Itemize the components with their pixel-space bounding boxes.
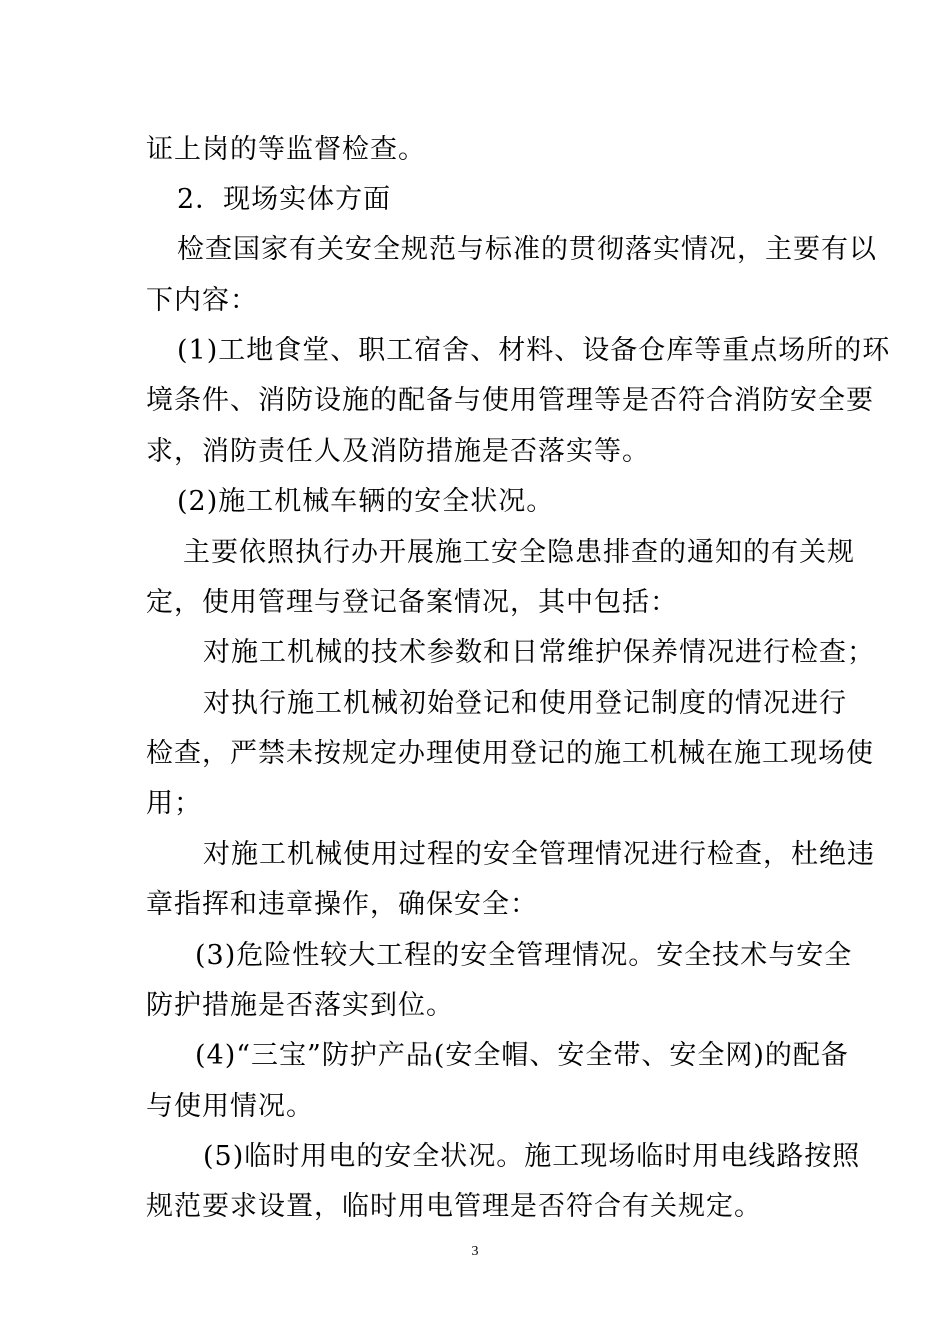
text-line: 对执行施工机械初始登记和使用登记制度的情况进行 xyxy=(203,688,847,719)
text-line: 对施工机械的技术参数和日常维护保养情况进行检查； xyxy=(203,637,875,668)
text-line: 与使用情况。 xyxy=(146,1091,314,1122)
text-line: 证上岗的等监督检查。 xyxy=(146,134,426,165)
text-line: (3)危险性较大工程的安全管理情况。安全技术与安全 xyxy=(195,940,853,971)
text-line: 用； xyxy=(146,788,202,819)
text-line: (1)工地食堂、职工宿舍、材料、设备仓库等重点场所的环 xyxy=(177,335,891,366)
text-line: 检查国家有关安全规范与标准的贯彻落实情况，主要有以 xyxy=(177,234,877,265)
text-line: 求，消防责任人及消防措施是否落实等。 xyxy=(146,436,650,467)
text-line: 主要依照执行办开展施工安全隐患排查的通知的有关规 xyxy=(183,537,855,568)
text-line: 规范要求设置，临时用电管理是否符合有关规定。 xyxy=(146,1191,762,1222)
text-line: (4)“三宝”防护产品(安全帽、安全带、安全网)的配备 xyxy=(195,1040,849,1071)
text-line: 检查，严禁未按规定办理使用登记的施工机械在施工现场使 xyxy=(146,738,874,769)
text-line: 定，使用管理与登记备案情况，其中包括： xyxy=(146,587,678,618)
page-number: 3 xyxy=(471,1244,479,1259)
text-line: 防护措施是否落实到位。 xyxy=(146,990,454,1021)
text-line: 章指挥和违章操作，确保安全： xyxy=(146,889,538,920)
text-line: (5)临时用电的安全状况。施工现场临时用电线路按照 xyxy=(203,1141,861,1172)
text-line: 对施工机械使用过程的安全管理情况进行检查，杜绝违 xyxy=(203,839,875,870)
text-line: (2)施工机械车辆的安全状况。 xyxy=(177,486,555,517)
section-heading: 2．现场实体方面 xyxy=(177,184,392,215)
text-line: 境条件、消防设施的配备与使用管理等是否符合消防安全要 xyxy=(146,385,874,416)
text-line: 下内容： xyxy=(146,285,258,316)
